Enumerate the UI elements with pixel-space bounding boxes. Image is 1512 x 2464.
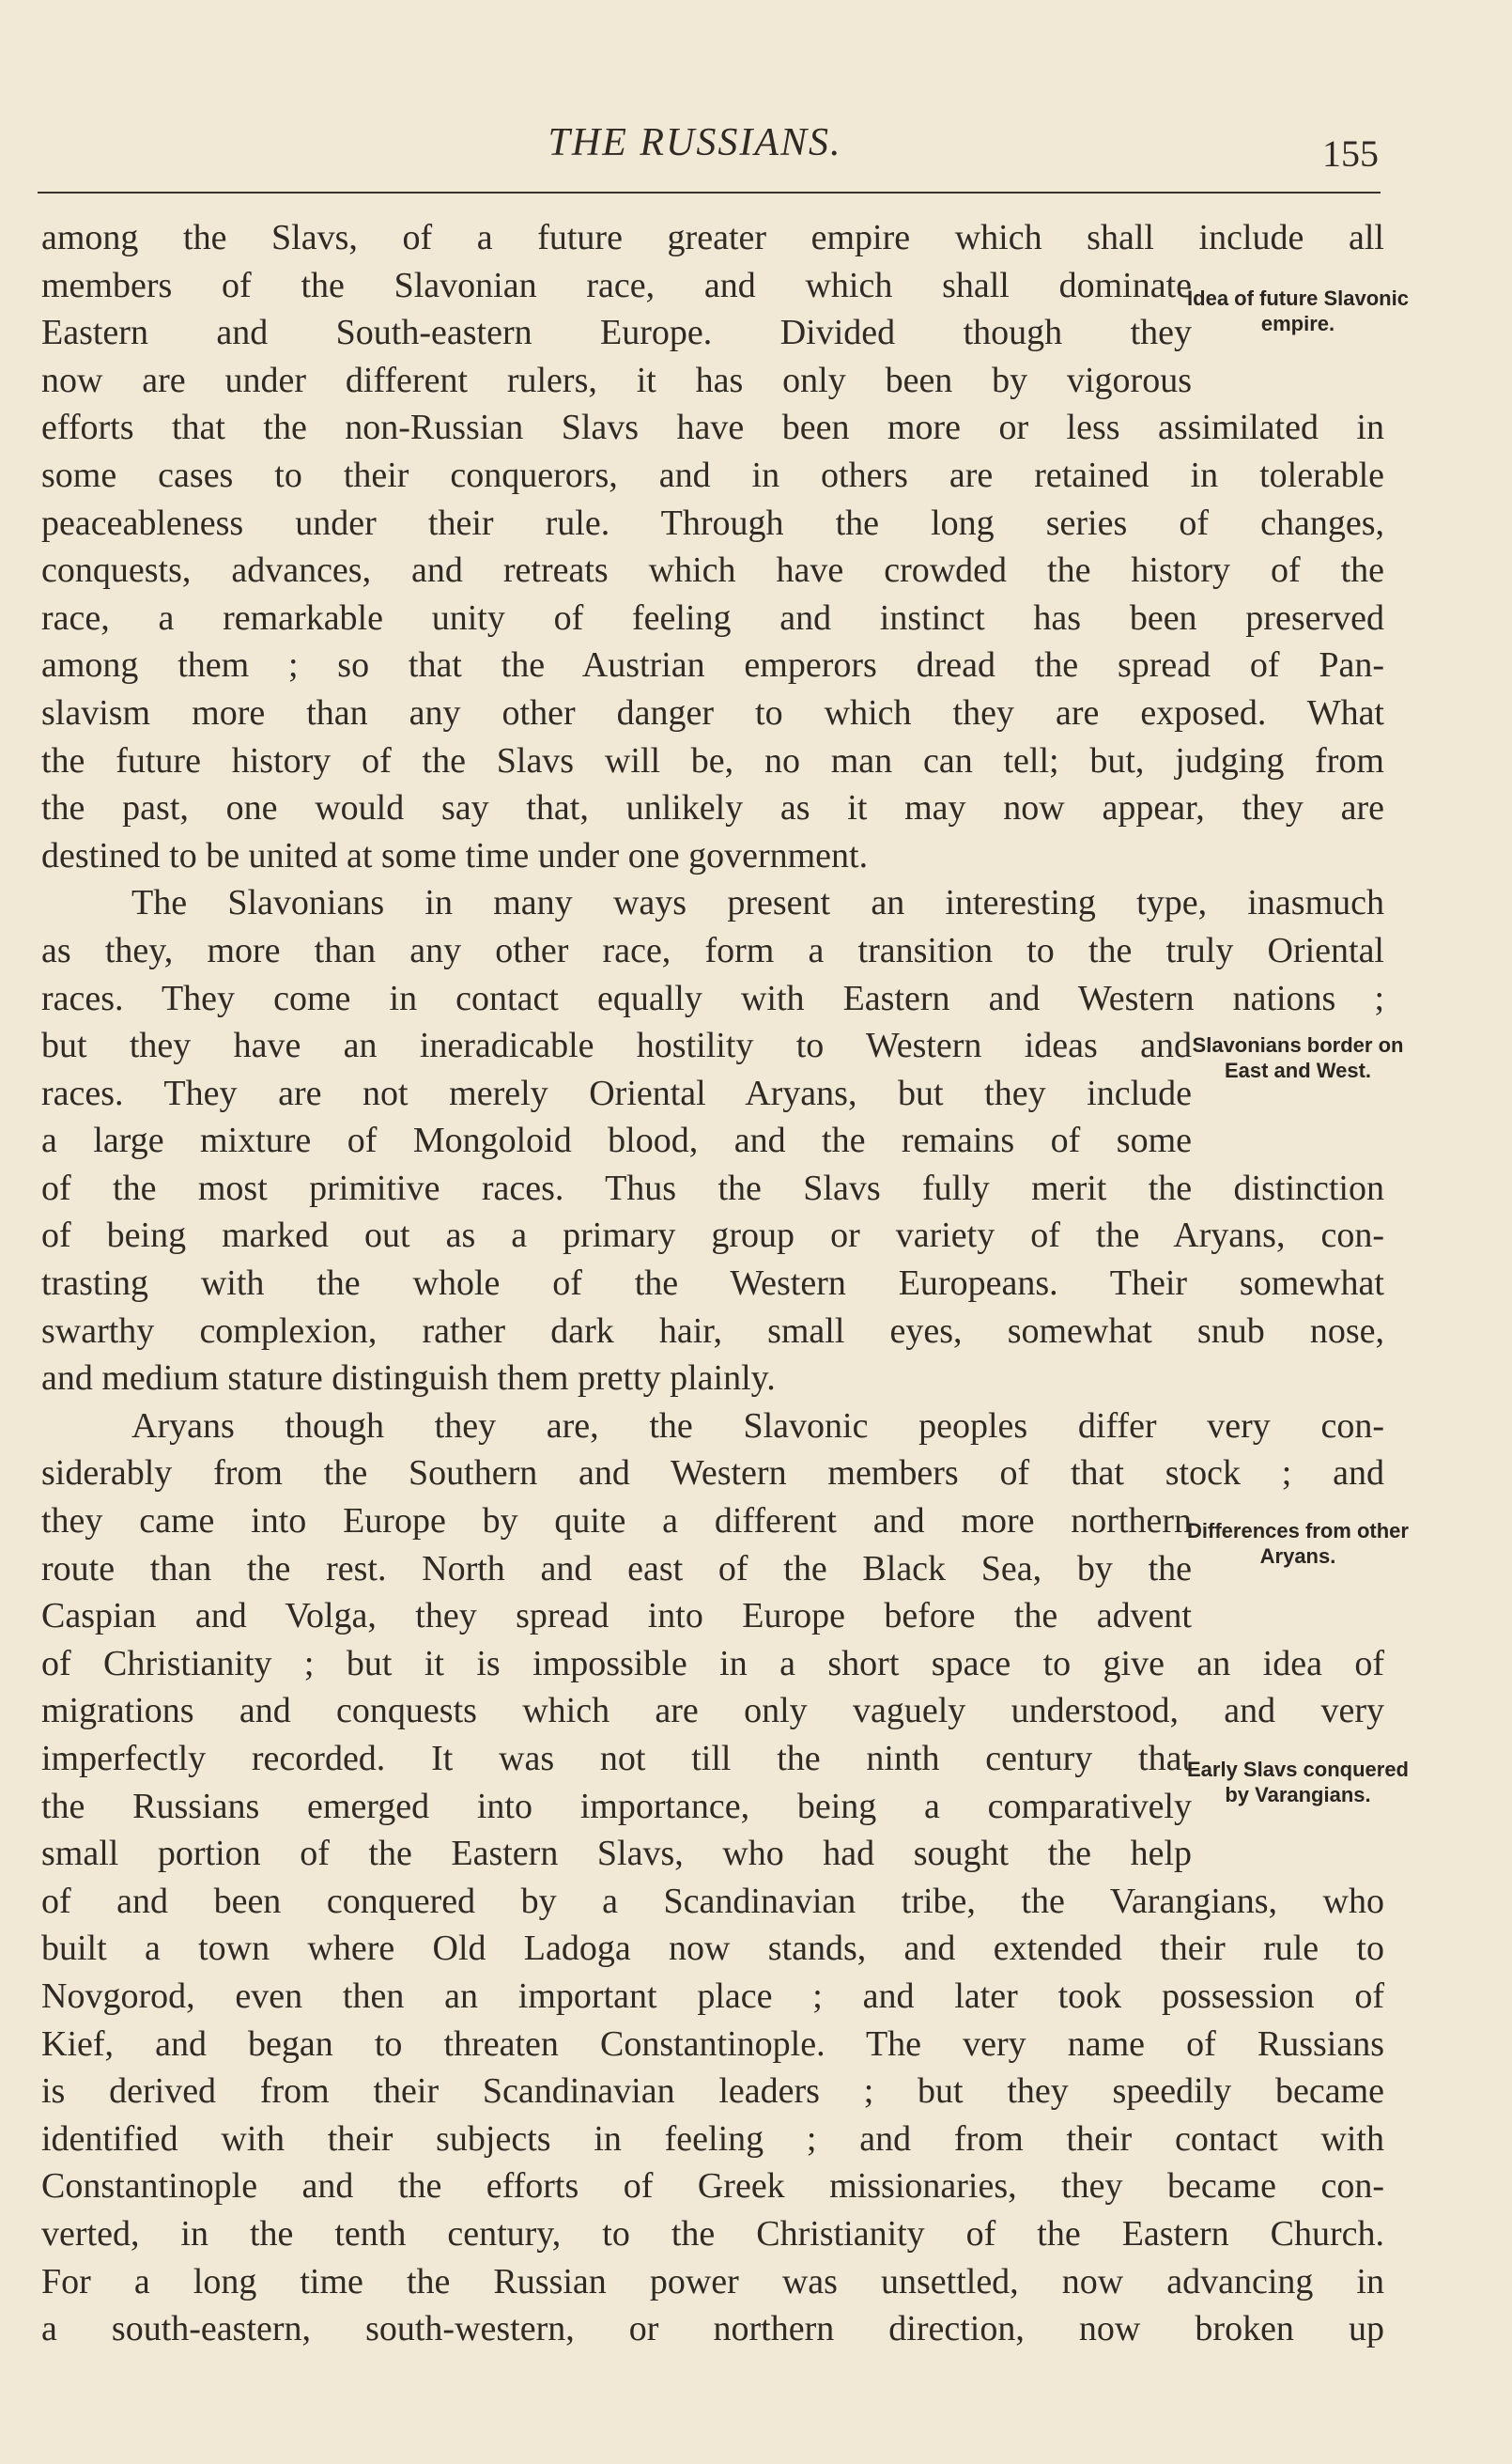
text-line: the Russians emerged into importance, being a comparatively [41,1786,1192,1826]
text-line: of being marked out as a primary group or variety of the Aryans, con- [41,1216,1384,1256]
page-number: 155 [1322,132,1379,175]
sidenote-differences-aryans: Differences from other Aryans. [1187,1519,1409,1568]
body-text [41,214,1384,2353]
text-line: slavism more than any other danger to which they are exposed. What [41,692,1384,733]
text-line: is derived from their Scandinavian leaders ; but they speedily became [41,2071,1384,2112]
text-line: some cases to their conquerors, and in others are retained in tolerable [41,455,1384,495]
text-line: For a long time the Russian power was unsettled, now advancing in [41,2261,1384,2301]
text-line: peaceableness under their rule. Through the long series of changes, [41,503,1384,543]
text-line: Aryans though they are, the Slavonic peoples differ very con- [131,1405,1384,1446]
text-line: they came into Europe by quite a different and more northern [41,1501,1192,1542]
text-line: race, a remarkable unity of feeling and instinct has been preserved [41,597,1384,638]
header-rule [38,192,1381,194]
text-line: races. They are not merely Oriental Aryans, but they include [41,1073,1192,1113]
text-line: Constantinople and the efforts of Greek missionaries, they became con- [41,2166,1384,2207]
text-line: small portion of the Eastern Slavs, who had sought the help [41,1834,1192,1874]
sidenote-varangians: Early Slavs conquered by Varangians. [1187,1758,1409,1806]
text-line: Caspian and Volga, they spread into Europe before the advent [41,1596,1192,1636]
text-line: trasting with the whole of the Western Europeans. Their somewhat [41,1263,1384,1304]
text-line: but they have an ineradicable hostility to Western ideas and [41,1026,1192,1066]
sidenote-future-empire: Idea of future Slavonic empire. [1187,287,1409,335]
text-line: conquests, advances, and retreats which have crowded the history of the [41,550,1384,591]
text-line: swarthy complexion, rather dark hair, small eyes, somewhat snub nose, [41,1310,1384,1351]
text-line: now are under different rulers, it has only been by vigorous [41,360,1192,400]
text-line: races. They come in contact equally with Eastern and Western nations ; [41,978,1384,1018]
text-line: and medium stature distinguish them pretty plainly. [41,1358,776,1399]
text-line: of Christianity ; but it is impossible in a short space to give an idea of [41,1643,1384,1683]
text-line: of the most primitive races. Thus the Slavs fully merit the distinction [41,1168,1384,1208]
text-line: imperfectly recorded. It was not till the ninth century that [41,1739,1192,1778]
text-line: members of the Slavonian race, and which shall dominate [41,265,1192,305]
text-line: siderably from the Southern and Western members of that stock ; and [41,1453,1384,1494]
text-line: migrations and conquests which are only vaguely understood, and very [41,1691,1384,1731]
text-line: built a town where Old Ladoga now stands, and extended their rule to [41,1929,1384,1969]
running-title: THE RUSSIANS. [548,121,842,164]
text-line: a large mixture of Mongoloid blood, and the remains of some [41,1121,1192,1161]
text-line: The Slavonians in many ways present an interesting type, inasmuch [131,883,1384,923]
text-line: of and been conquered by a Scandinavian tribe, the Varangians, who [41,1881,1384,1921]
text-line: the future history of the Slavs will be, no man can tell; but, judging from [41,740,1384,781]
text-line: identified with their subjects in feeling ; and from their contact with [41,2118,1384,2159]
text-line: Novgorod, even then an important place ; and later took possession of [41,1976,1384,2016]
text-line: among them ; so that the Austrian emperors dread the spread of Pan- [41,645,1384,686]
text-line: destined to be united at some time under one government. [41,835,869,876]
text-line: the past, one would say that, unlikely as it may now appear, they are [41,788,1384,829]
text-line: a south-eastern, south-western, or northern direction, now broken up [41,2309,1384,2349]
text-line: efforts that the non-Russian Slavs have been more or less assimilated in [41,408,1384,448]
text-line: as they, more than any other race, form a transition to the truly Oriental [41,930,1384,970]
text-line: route than the rest. North and east of the Black Sea, by the [41,1548,1192,1588]
text-line: Eastern and South-eastern Europe. Divided though they [41,313,1192,353]
sidenote-border-east-west: Slavonians border on East and West. [1192,1033,1404,1082]
text-line: verted, in the tenth century, to the Christianity of the Eastern Church. [41,2213,1384,2254]
text-line: among the Slavs, of a future greater empire which shall include all [41,218,1384,257]
text-line: Kief, and began to threaten Constantinople. The very name of Russians [41,2023,1384,2064]
